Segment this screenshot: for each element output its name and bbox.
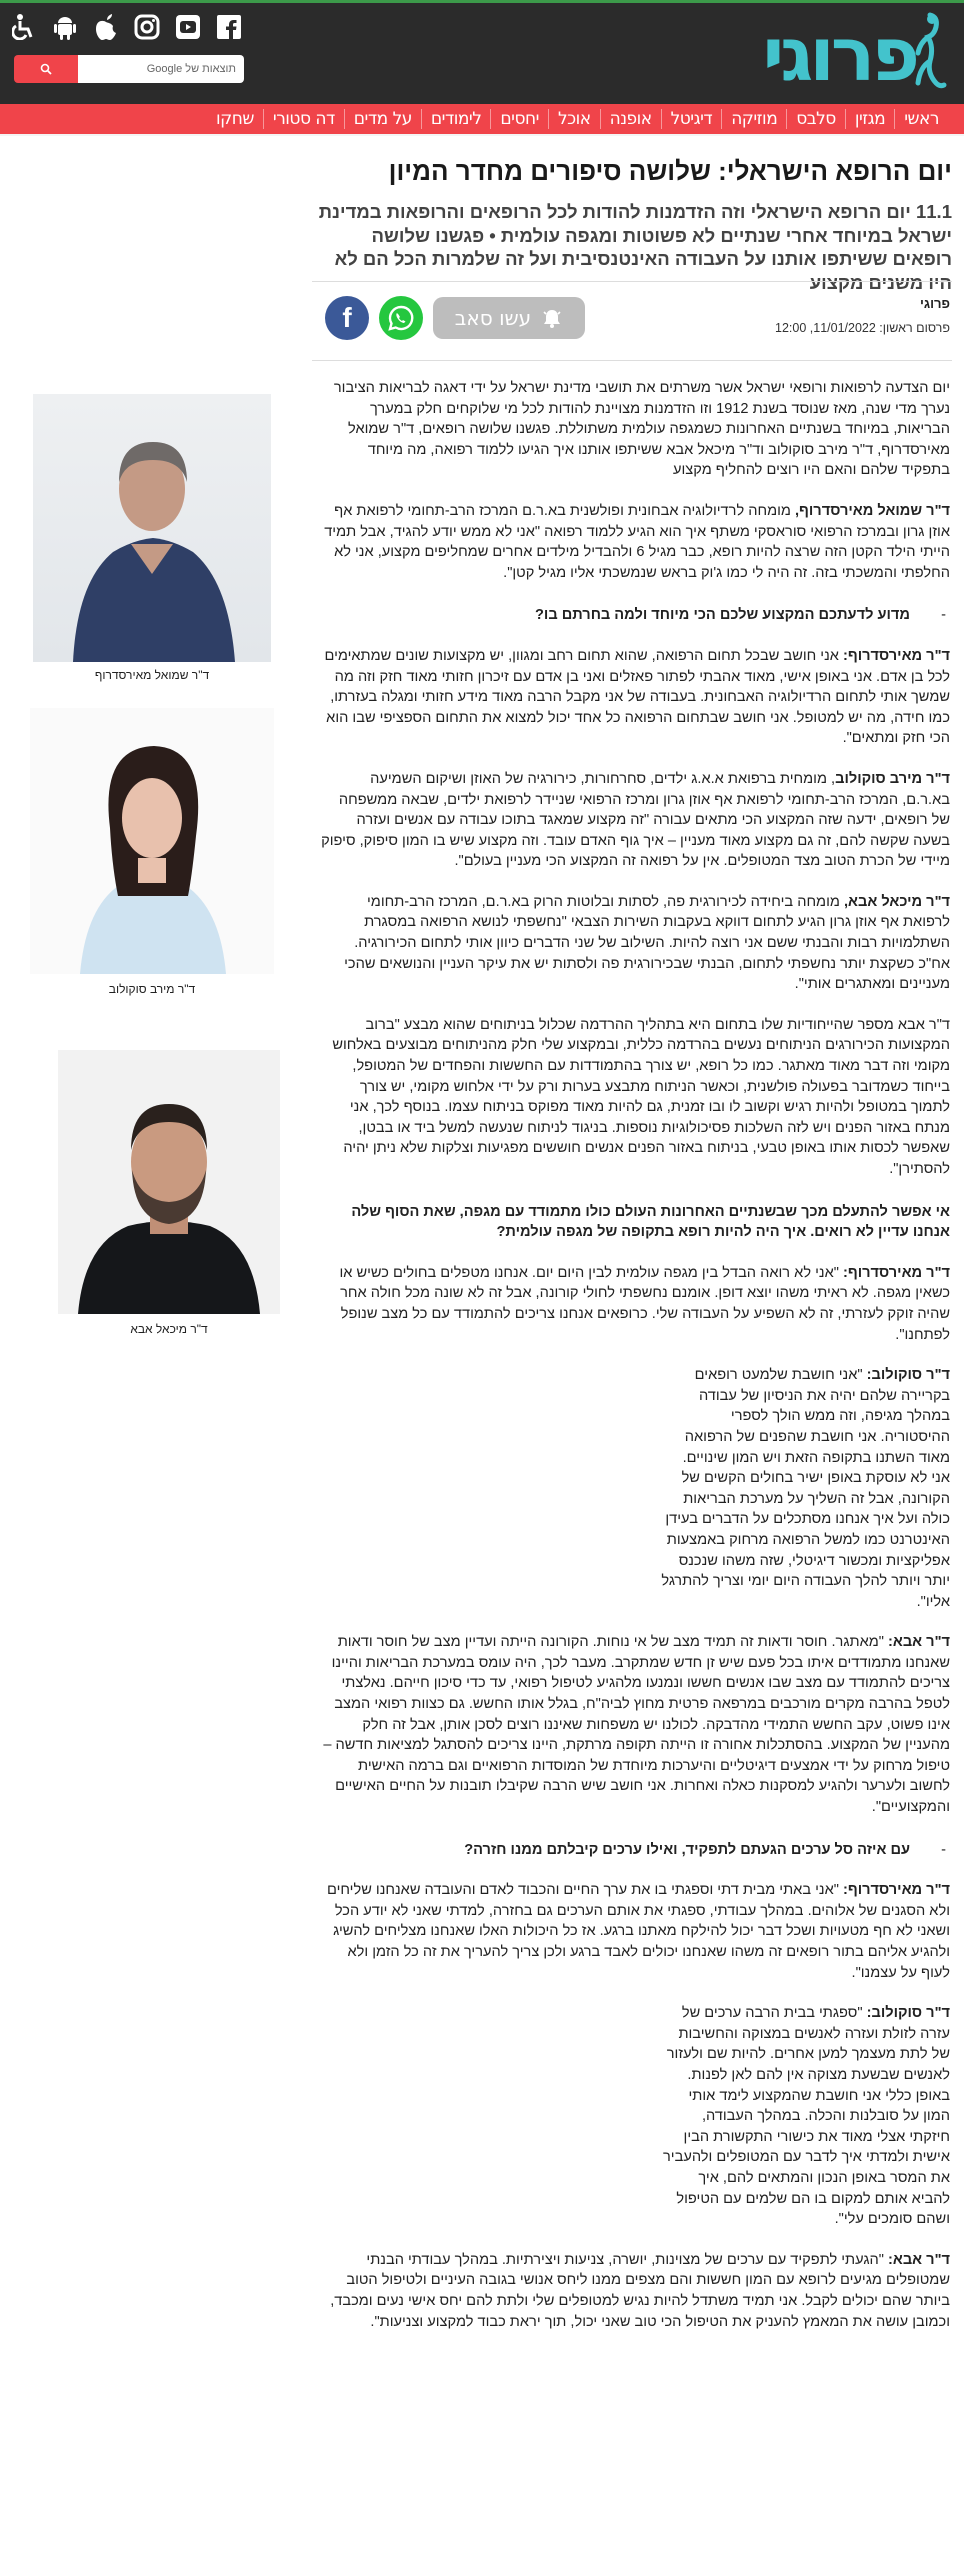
answer-paragraph xyxy=(320,769,950,872)
instagram-icon[interactable] xyxy=(133,13,161,41)
apple-icon[interactable] xyxy=(92,13,120,41)
divider xyxy=(312,281,952,282)
whatsapp-share-button[interactable] xyxy=(379,296,423,340)
whatsapp-icon xyxy=(387,304,415,332)
nav-item[interactable]: על מדים xyxy=(344,109,421,129)
photo-shmuel-meirsdorf xyxy=(33,394,271,662)
nav-item[interactable]: אופנה xyxy=(600,109,661,129)
paragraph-text: ד"ר אבא מספר שהייחודיות שלו בתחום היא בתהליך ההרדמה שכלול בניתוחים שהוא מבצע "ברוב המקצועות הכירורגים הניתוחים נעשים בהרדמה כללית, ובמקצוע שלי חלק מהניתוחים מבוצעים באלחוש מקומי וזה דבר מאוד מאתגר. כמו כל רופא, יש צורך בהתמודדות עם החששות והפחדים של המטופל, בייחוד כשמדובר בפעולה פולשנית, וכאשר הניתוח מתבצע בערות ורק על ידי אלחוש מקומי, יש צורך לתמוך במטופל ולהיות רגיש וקשוב לו ובו זמנית, גם להיות מאוד מפוקס בניתוח עצמו. בנוסף לכך, אני מנתח באזור הפנים ויש לזה השלכות פסיכולוגיות נוספות. בניגוד לניתוח שנעשה למשל ביד או בבטן, שאפשר לכסות אותו באופן טבעי, בניתוח באזור הפנים אנשים חוששים מפגיעות וצלקות שלא ניתן יהיה להסתירן". xyxy=(332,1016,950,1177)
article-header xyxy=(312,154,952,294)
nav-item[interactable]: לימודים xyxy=(421,109,491,129)
answer-paragraph xyxy=(320,1880,950,1983)
frog-logo-icon xyxy=(910,11,950,99)
photo-caption: ד"ר מירב סוקולוב xyxy=(108,982,196,996)
speaker-name: ד"ר מאירסדרוף: xyxy=(842,1264,950,1281)
subscribe-button[interactable] xyxy=(433,297,585,339)
section-question xyxy=(320,605,950,626)
nav-item[interactable]: ראשי xyxy=(894,109,948,129)
nav-item[interactable]: דיגיטל xyxy=(661,109,722,129)
answer-paragraph xyxy=(320,501,950,583)
answer-paragraph xyxy=(320,2250,950,2332)
nav-item[interactable]: שחקו xyxy=(216,109,254,129)
paragraph-text: "אני חושבת שלמעט רופאים בקריירה שלהם יהיה את הניסיון של עבודה במהלך מגיפה, וזה ממש הולך לספרי ההיסטוריה. אני חושבת שהפנים של הרפואה מאוד השתנו בתקופה הזאת ויש המון שינויים. אני לא עוסקת באופן ישיר בחולים הקשים של הקורונה, אבל זה השליך על מערכת הבריאות כולה ועל איך אנחנו מסתכלים על הדברים בעידן האינטרנט כמו למשל הרפואה מרחוק באמצעות אפליקציות ומכשור דיגיטלי, שזה משהו שנכנס יותר ויותר להלך העבודה היום יומי וצריך להתרגל אליו". xyxy=(661,1367,950,1610)
article-body xyxy=(320,378,950,2352)
speaker-name: ד"ר סוקולוב: xyxy=(866,2005,950,2022)
subscribe-label: עשו סאב xyxy=(454,306,532,330)
speaker-name: ד"ר סוקולוב: xyxy=(866,1367,950,1384)
share-bar xyxy=(325,296,585,340)
answer-paragraph xyxy=(320,646,950,749)
paragraph-text: "הגעתי לתפקיד עם ערכים של מצוינות, יושרה, צניעות ויצירתיות. במהלך עבודתי הבנתי שמטופלים מגיעים לרופא עם המון חששות והם מצפים ממנו ליחס אנושי בגובה העיניים ולטיפול הטוב ביותר שהם יכולים לקבל. אני תמיד משתדל להיות נגיש למטופלים שלי ולתת להם יחס אישי נעים ומכבד, וכמובן עושה את המאמץ להעניק את הטיפול הכי טוב שאני יכול, תוך יראת כבוד למקצוע וצניעות". xyxy=(330,2251,950,2330)
paragraph-text: "ספגתי בבית הרבה ערכים של עזרה לזולת ועזרה לאנשים במצוקה והחשיבות של לתת מעצמך למען אחרים. להיות שם ולעזור לאנשים שבשעת מצוקה אין להם לאן לפנות. באופן כללי אני חושבת שהמקצוע לימד אותי המון על סובלנות והכלה. במהלך העבודה, חיזקתי אצלי מאוד את כישורי התקשורת הבין אישית ולמדתי איך לדבר עם המטופלים ולהעביר את המסר באופן הנכון והמתאים להם, איך להביא אותם למקום בו הם שלמים עם הטיפול ושהם סומכים עלי". xyxy=(663,2005,950,2228)
paragraph-text: "מאתגר. חוסר ודאות זה תמיד מצב של אי נוחות. הקורונה הייתה ועדיין מצב של חוסר ודאות שאנחנו מתמודדים איתו בכל פעם שיש זן חדש שמתקרב. מעבר לכך, היה עומס במערכת הבריאות והיינו צריכים להתמודד עם מצב שבו אנשים חששו ונמנעו מלהגיע לטיפול רפואי, עד כדי סיכון חייהם. נאלצתי לטפל בהרבה מקרים מורכבים במרפאה פרטית מחוץ לביה"ח, בגלל אותו החשש. גם כצוות רפואי המצב אינו פשוט, עקב החשש התמידי מהדבקה. לכולנו יש משפחות שאיננו רוצים לסכן אותן, אבל זה חלק מהעניין של המקצוע. בהסתכלות אחורה זו הייתה תקופה מרתקת, היינו צריכים להסתגל למציאות חדשה – טיפול מרחוק על ידי אמצעים דיגיטליים והיערכות מיוחדת של המוסדות הרפואיים וגם ברמה האישית לחשוב ולערער ולהגיע למסקנות כאלה ואחרות. אני חושב שיש הרבה שקיבלו תובנות על החיים האישיים והמקצועיים". xyxy=(323,1634,950,1816)
section-question xyxy=(320,1840,950,1861)
paragraph-text: "אני באתי מבית דתי וספגתי בו את ערך החיים והכבוד לאדם והעובדה שאנחנו שליחים ולא הסגנים של אלוהים. במהלך עבודתי, ספגתי את אותם הערכים גם בחזרה, למדתי שאני לא יודע הכל ושאני לא חף מטעויות ושכל דבר יכול להילקח מאתנו ברגע. אז כל היכולות האלו שאנחנו מצליחים להשיג ולהגיע אליהם בתור רופאים זה משהו שאנחנו יכולים לאבד ברגע ולכן צריך להעריך את זה כל הזמן ולא לעוף על עצמנו". xyxy=(326,1882,950,1981)
paragraph-text: מדוע לדעתכם המקצוע שלכם הכי מיוחד ולמה בחרתם בו? xyxy=(535,607,910,624)
speaker-name: ד"ר אבא: xyxy=(888,1634,950,1651)
divider xyxy=(312,360,952,361)
author-name[interactable]: פרוגי xyxy=(919,296,950,311)
answer-paragraph xyxy=(320,892,950,995)
photo-caption: ד"ר שמואל מאירסדרוף xyxy=(94,668,210,682)
speaker-name: ד"ר מיכאל אבא, xyxy=(843,893,950,910)
nav-item[interactable]: סלבס xyxy=(786,109,845,129)
paragraph-text: עם איזה סל ערכים הגעתם לתפקיד, ואילו ערכים קיבלתם ממנו חזרה? xyxy=(464,1841,910,1858)
body-paragraph xyxy=(320,1015,950,1180)
answer-paragraph xyxy=(320,1263,950,1345)
youtube-icon[interactable] xyxy=(174,13,202,41)
photo-merav-sokolov xyxy=(30,708,274,974)
search-icon xyxy=(40,63,52,75)
paragraph-text: מומחה לרדיולוגיה אבחונית ופולשנית בא.ר.ם המרכז הרב-תחומי לרפואת אף אוזן גרון ובמרכז הרפואי סוראסקי משתף איך הוא הגיע ללמוד רפואה "אני לא ממש יודע להגיד, אבל תמיד הייתי הילד הקטן הזה שרצה להיות רופא, כבר מגיל 6 ולהבדיל מילדים אחרים שמחליפים מקצוע, אני לא החלפתי והמשכתי בזה. זה היה לי כמו ג'וק בראש שנמשכתי אליו מגיל קטן". xyxy=(324,502,950,581)
answer-paragraph xyxy=(660,1365,950,1612)
nav-item[interactable]: אוכל xyxy=(548,109,600,129)
logo-text: פרוגי xyxy=(762,12,916,98)
section-question xyxy=(320,1202,950,1243)
photo-michael-abba xyxy=(58,1050,280,1314)
paragraph-text: מומחה ביחידה לכירורגית פה, לסתות ובלוטות הרוק בא.ר.ם, המרכז הרב-תחומי לרפואת אף אוזן גרון הגיע לתחום דווקא בעקבות השירות הצבאי "נחשפתי לנושא הרפואה במסגרת השתלמויות רבות והבנתי ששם אני רוצה להיות. השילוב של שני הדברים כיוון אותי לתחום הכירורגיה. אח"כ כשקצת יותר נחשפתי לתחום, הבנתי שבכירורגית פה ולסתות יש את עיקר העניין והנושאים שהכי מעניינים ומאתגרים אותי". xyxy=(344,893,950,993)
site-logo[interactable] xyxy=(763,9,950,101)
site-header xyxy=(0,0,964,104)
bullet-dash: - xyxy=(941,1841,946,1858)
facebook-share-button[interactable] xyxy=(325,296,369,340)
paragraph-text: יום הצדעה לרפואות ורופאי ישראל אשר משרתים את תושבי מדינת ישראל על ידי דאגה לבריאות הציבור נערך מדי שנה, מאז שנוסד בשנת 1912 וזו הזדמנות מצויינת להודות לכל מי שלוקחים חלק במערך הבריאות, במיוחד בשנתיים האחרונות כשמגפה עולמית משתוללת. פגשנו שלושה רופאים, ד"ר שמואל מאירסדרוף, ד"ר מירב סוקולוב וד"ר מיכאל אבא ששיתפו אותנו איך הגיעו ללמוד רפואה, מה מיוחד בתפקיד שלהם והאם היו רוצים להחליף מקצוע xyxy=(333,380,950,479)
accessibility-icon[interactable] xyxy=(10,13,38,41)
article-subtitle: 11.1 יום הרופא הישראלי וזה הזדמנות להודות לכל הרופאים והרופאות במדינת ישראל במיוחד אחרי שנתיים לא פשוטות ומגפה עולמית • פגשנו שלושה רופאים ששיתפו אותנו על העבודה האינטנסיבית ועל זה שלמרות הכל הם לא היו משנים מקצוע xyxy=(318,201,952,293)
speaker-name: ד"ר מירב סוקולוב xyxy=(835,770,950,787)
speaker-name: ד"ר מאירסדרוף: xyxy=(842,647,950,664)
facebook-icon[interactable] xyxy=(215,13,243,41)
search-bar xyxy=(14,55,244,83)
search-button[interactable] xyxy=(14,55,78,83)
publish-date xyxy=(775,321,950,335)
speaker-name: ד"ר אבא: xyxy=(888,2251,950,2268)
bullet-dash: - xyxy=(941,607,946,624)
publish-date-label: פרסום ראשון: xyxy=(879,321,950,335)
nav-item[interactable]: מוזיקה xyxy=(721,109,786,129)
speaker-name: ד"ר מאירסדרוף: xyxy=(842,1882,950,1899)
nav-item[interactable]: יחסים xyxy=(490,109,548,129)
facebook-icon: f xyxy=(342,302,352,333)
paragraph-text: "אני לא רואה הבדל בין מגפה עולמית לבין היום יום. אנחנו מטפלים בחולים כשיש או כשאין מגפה. לא ראיתי משהו יוצא דופן. אומנם נחשפתי לחולי קורונה, אבל זה לא שונה מכל חולה אחר שהיה זוקק לעזרתי, זה לא השפיע על העבודה שלי. כרופאים אנחנו צריכים להתמודד עם כל מצב שנופל לפתחנו". xyxy=(339,1264,950,1343)
answer-paragraph xyxy=(320,1632,950,1817)
photo-caption: ד"ר מיכאל אבא xyxy=(130,1322,208,1336)
body-paragraph xyxy=(320,378,950,481)
paragraph-text: אי אפשר להתעלם מכך שבשנתיים האחרונות העולם כולו מתמודד עם מגפה, שאת הסוף שלה אנחנו עדיין לא רואים. איך היה להיות רופא בתקופה של מגפה עולמית? xyxy=(351,1203,950,1241)
paragraph-text: אני חושב שבכל תחום הרפואה, שהוא תחום רחב ומגוון, יש מקצועות שונים שמתאימים לכל בן אדם. אני באופן אישי, מאוד אהבתי לפתור פאזלים ואני בן אדם עם זיכרון חזותי מאוד חזק וזה מה שמשך אותי לתחום הרדיולוגיה האבחונית. בעבודה של אני מקבל הרבה מאוד מידע חזותי ומגלה בעזרתו, כמו חידה, מה יש למטופל. אני חושב שבתחום הרפואה כל אחד יכול למצוא את התחום הספציפי שבו הוא הכי חזק ומתאים". xyxy=(324,647,950,747)
article-title: יום הרופא הישראלי: שלושה סיפורים מחדר המיון xyxy=(388,156,952,186)
nav-item[interactable]: דה סטורי xyxy=(263,109,344,129)
speaker-name: ד"ר שמואל מאירסדרוף, xyxy=(794,502,950,519)
search-input[interactable] xyxy=(78,55,244,83)
byline xyxy=(775,296,950,335)
bell-icon xyxy=(541,307,563,329)
nav-item[interactable]: מגזין xyxy=(845,109,894,129)
publish-date-value: 11/01/2022, 12:00 xyxy=(775,321,876,335)
paragraph-text: , מומחית ברפואת א.א.ג ילדים, סחרחורות, כירורגיה של האוזן ושיקום השמיעה בא.ר.ם, המרכז הרב-תחומי לרפואת אף אוזן גרון ומרכז הרפואי שניידר לרפואת ילדים, שבאה ממשפחה של רופאים, ידעה שזה המקצוע הכי מתאים עבורה "זה מקצוע שמאגד בתוכו עבודה עם אנשים ועזרה בשעה שקשה להם, זה גם מקצוע מאוד מעניין – איך גוף האדם עובד. וזה מקצוע שיש בו המון סיפוק, סיפוק מיידי של הכרת הטוב מצד המטופלים. אין על רפואה זה המקצוע הכי מעניין בעולם". xyxy=(321,770,950,870)
android-icon[interactable] xyxy=(51,13,79,41)
answer-paragraph xyxy=(660,2003,950,2230)
main-nav xyxy=(0,104,964,136)
social-links xyxy=(10,13,243,41)
